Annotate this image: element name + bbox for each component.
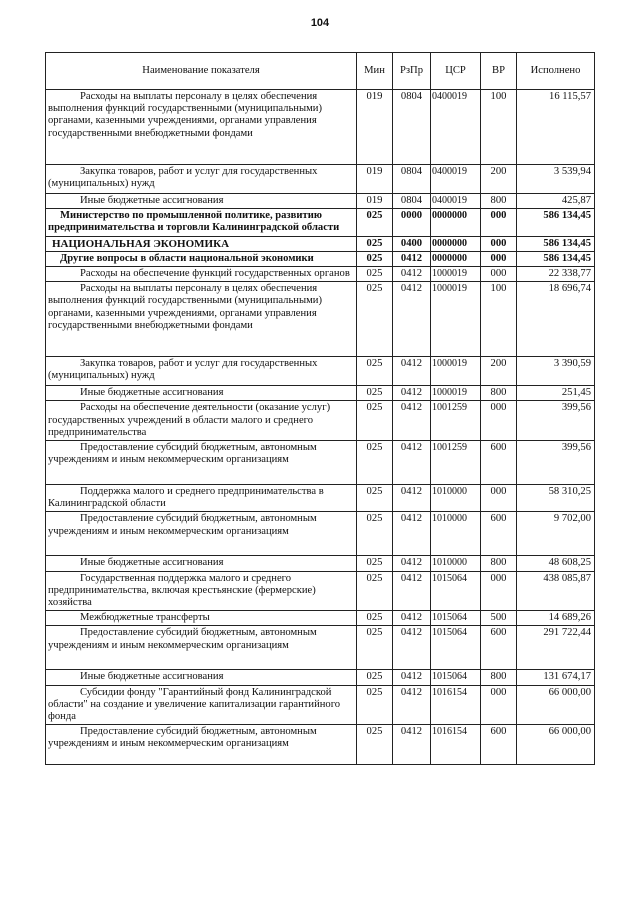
row-vr: 600 (481, 626, 517, 670)
row-name: Предоставление субсидий бюджетным, автономным учреждениям и иным некоммерческим организациям (46, 626, 357, 670)
budget-table (45, 52, 595, 765)
table-row (46, 282, 595, 357)
row-min: 025 (357, 725, 393, 765)
row-vr: 600 (481, 725, 517, 765)
row-min: 025 (357, 485, 393, 512)
row-name: Иные бюджетные ассигнования (46, 194, 357, 209)
row-min: 025 (357, 512, 393, 556)
row-name: Предоставление субсидий бюджетным, автономным учреждениям и иным некоммерческим организациям (46, 512, 357, 556)
row-csr: 1010000 (431, 556, 481, 571)
row-rzpr: 0804 (393, 90, 431, 165)
row-csr: 0000000 (431, 251, 481, 266)
row-min: 025 (357, 626, 393, 670)
row-csr: 1016154 (431, 685, 481, 725)
row-vr: 000 (481, 267, 517, 282)
row-value: 14 689,26 (517, 611, 595, 626)
row-value: 399,56 (517, 401, 595, 441)
row-value: 251,45 (517, 386, 595, 401)
row-csr: 0000000 (431, 209, 481, 236)
row-vr: 200 (481, 165, 517, 194)
column-header-rzpr: РзПр (393, 53, 431, 90)
row-rzpr: 0412 (393, 401, 431, 441)
row-rzpr: 0412 (393, 357, 431, 386)
row-vr: 000 (481, 236, 517, 251)
row-rzpr: 0412 (393, 512, 431, 556)
row-csr: 0400019 (431, 165, 481, 194)
row-vr: 000 (481, 571, 517, 611)
row-min: 025 (357, 251, 393, 266)
row-rzpr: 0412 (393, 556, 431, 571)
row-name: Предоставление субсидий бюджетным, автономным учреждениям и иным некоммерческим организациям (46, 725, 357, 765)
row-vr: 000 (481, 485, 517, 512)
row-value: 425,87 (517, 194, 595, 209)
row-min: 025 (357, 441, 393, 485)
table-row (46, 571, 595, 611)
row-rzpr: 0804 (393, 165, 431, 194)
row-vr: 800 (481, 556, 517, 571)
row-min: 025 (357, 401, 393, 441)
row-name: Иные бюджетные ассигнования (46, 670, 357, 685)
row-rzpr: 0412 (393, 685, 431, 725)
row-rzpr: 0412 (393, 282, 431, 357)
row-name: Межбюджетные трансферты (46, 611, 357, 626)
row-csr: 1015064 (431, 611, 481, 626)
row-csr: 1001259 (431, 441, 481, 485)
row-rzpr: 0412 (393, 267, 431, 282)
row-rzpr: 0412 (393, 670, 431, 685)
row-value: 9 702,00 (517, 512, 595, 556)
row-vr: 000 (481, 685, 517, 725)
table-row (46, 90, 595, 165)
column-header-csr: ЦСР (431, 53, 481, 90)
row-vr: 500 (481, 611, 517, 626)
row-min: 019 (357, 90, 393, 165)
row-value: 291 722,44 (517, 626, 595, 670)
row-value: 3 390,59 (517, 357, 595, 386)
row-vr: 600 (481, 441, 517, 485)
table-row (46, 556, 595, 571)
table-row (46, 485, 595, 512)
row-value: 48 608,25 (517, 556, 595, 571)
row-value: 131 674,17 (517, 670, 595, 685)
row-rzpr: 0412 (393, 626, 431, 670)
table-row (46, 512, 595, 556)
row-min: 025 (357, 282, 393, 357)
row-min: 025 (357, 209, 393, 236)
row-name: Закупка товаров, работ и услуг для государственных (муниципальных) нужд (46, 357, 357, 386)
table-row (46, 194, 595, 209)
row-csr: 1000019 (431, 386, 481, 401)
row-vr: 000 (481, 209, 517, 236)
row-value: 438 085,87 (517, 571, 595, 611)
row-min: 025 (357, 267, 393, 282)
row-name: Расходы на выплаты персоналу в целях обеспечения выполнения функций государственными (муниципальными) органами, казенными учреждениями, органами управления государственными внебюджетными фондами (46, 282, 357, 357)
row-rzpr: 0804 (393, 194, 431, 209)
row-vr: 600 (481, 512, 517, 556)
row-rzpr: 0412 (393, 571, 431, 611)
row-name: Государственная поддержка малого и среднего предпринимательства, включая крестьянские (фермерские) хозяйства (46, 571, 357, 611)
row-min: 025 (357, 556, 393, 571)
row-value: 18 696,74 (517, 282, 595, 357)
row-min: 019 (357, 194, 393, 209)
table-header-row (46, 53, 595, 90)
row-name: Расходы на обеспечение функций государственных органов (46, 267, 357, 282)
row-rzpr: 0400 (393, 236, 431, 251)
table-row (46, 209, 595, 236)
row-csr: 1015064 (431, 670, 481, 685)
column-header-min: Мин (357, 53, 393, 90)
row-vr: 800 (481, 670, 517, 685)
row-name: Иные бюджетные ассигнования (46, 556, 357, 571)
table-row (46, 670, 595, 685)
row-value: 586 134,45 (517, 236, 595, 251)
row-value: 586 134,45 (517, 251, 595, 266)
row-min: 025 (357, 386, 393, 401)
row-name: НАЦИОНАЛЬНАЯ ЭКОНОМИКА (46, 236, 357, 251)
row-name: Расходы на обеспечение деятельности (оказание услуг) государственных учреждений в области малого и среднего предпринимательства (46, 401, 357, 441)
row-csr: 1000019 (431, 267, 481, 282)
column-header-vr: ВР (481, 53, 517, 90)
row-value: 586 134,45 (517, 209, 595, 236)
row-min: 025 (357, 357, 393, 386)
table-row (46, 267, 595, 282)
row-vr: 100 (481, 282, 517, 357)
row-csr: 1015064 (431, 626, 481, 670)
table-row (46, 386, 595, 401)
table-row (46, 611, 595, 626)
row-name: Министерство по промышленной политике, развитию предпринимательства и торговли Калининградской области (46, 209, 357, 236)
row-name: Расходы на выплаты персоналу в целях обеспечения выполнения функций государственными (муниципальными) органами, казенными учреждениями, органами управления государственными внебюджетными фондами (46, 90, 357, 165)
row-rzpr: 0412 (393, 485, 431, 512)
row-min: 025 (357, 670, 393, 685)
row-value: 66 000,00 (517, 725, 595, 765)
row-csr: 1010000 (431, 512, 481, 556)
row-name: Закупка товаров, работ и услуг для государственных (муниципальных) нужд (46, 165, 357, 194)
row-value: 66 000,00 (517, 685, 595, 725)
row-min: 019 (357, 165, 393, 194)
column-header-value: Исполнено (517, 53, 595, 90)
table-row (46, 251, 595, 266)
table-row (46, 685, 595, 725)
row-vr: 000 (481, 251, 517, 266)
row-csr: 1001259 (431, 401, 481, 441)
row-min: 025 (357, 571, 393, 611)
row-name: Субсидии фонду "Гарантийный фонд Калининградской области" на создание и увеличение капитализации гарантийного фонда (46, 685, 357, 725)
row-vr: 800 (481, 194, 517, 209)
table-row (46, 626, 595, 670)
row-csr: 1016154 (431, 725, 481, 765)
row-rzpr: 0412 (393, 611, 431, 626)
row-value: 399,56 (517, 441, 595, 485)
page-number: 104 (310, 17, 330, 29)
row-csr: 1000019 (431, 282, 481, 357)
row-rzpr: 0412 (393, 386, 431, 401)
table-row (46, 441, 595, 485)
table-row (46, 401, 595, 441)
table-row (46, 357, 595, 386)
table-row (46, 725, 595, 765)
row-name: Предоставление субсидий бюджетным, автономным учреждениям и иным некоммерческим организациям (46, 441, 357, 485)
row-value: 22 338,77 (517, 267, 595, 282)
row-csr: 0000000 (431, 236, 481, 251)
table-row (46, 165, 595, 194)
column-header-name: Наименование показателя (46, 53, 357, 90)
row-value: 58 310,25 (517, 485, 595, 512)
row-value: 16 115,57 (517, 90, 595, 165)
row-rzpr: 0412 (393, 441, 431, 485)
row-vr: 000 (481, 401, 517, 441)
row-min: 025 (357, 236, 393, 251)
table-row (46, 236, 595, 251)
row-rzpr: 0412 (393, 725, 431, 765)
row-vr: 800 (481, 386, 517, 401)
row-csr: 1000019 (431, 357, 481, 386)
row-vr: 200 (481, 357, 517, 386)
row-min: 025 (357, 685, 393, 725)
row-csr: 1015064 (431, 571, 481, 611)
row-rzpr: 0412 (393, 251, 431, 266)
row-csr: 0400019 (431, 194, 481, 209)
row-name: Иные бюджетные ассигнования (46, 386, 357, 401)
row-csr: 0400019 (431, 90, 481, 165)
row-name: Поддержка малого и среднего предпринимательства в Калининградской области (46, 485, 357, 512)
row-rzpr: 0000 (393, 209, 431, 236)
row-name: Другие вопросы в области национальной экономики (46, 251, 357, 266)
row-min: 025 (357, 611, 393, 626)
row-csr: 1010000 (431, 485, 481, 512)
row-value: 3 539,94 (517, 165, 595, 194)
row-vr: 100 (481, 90, 517, 165)
